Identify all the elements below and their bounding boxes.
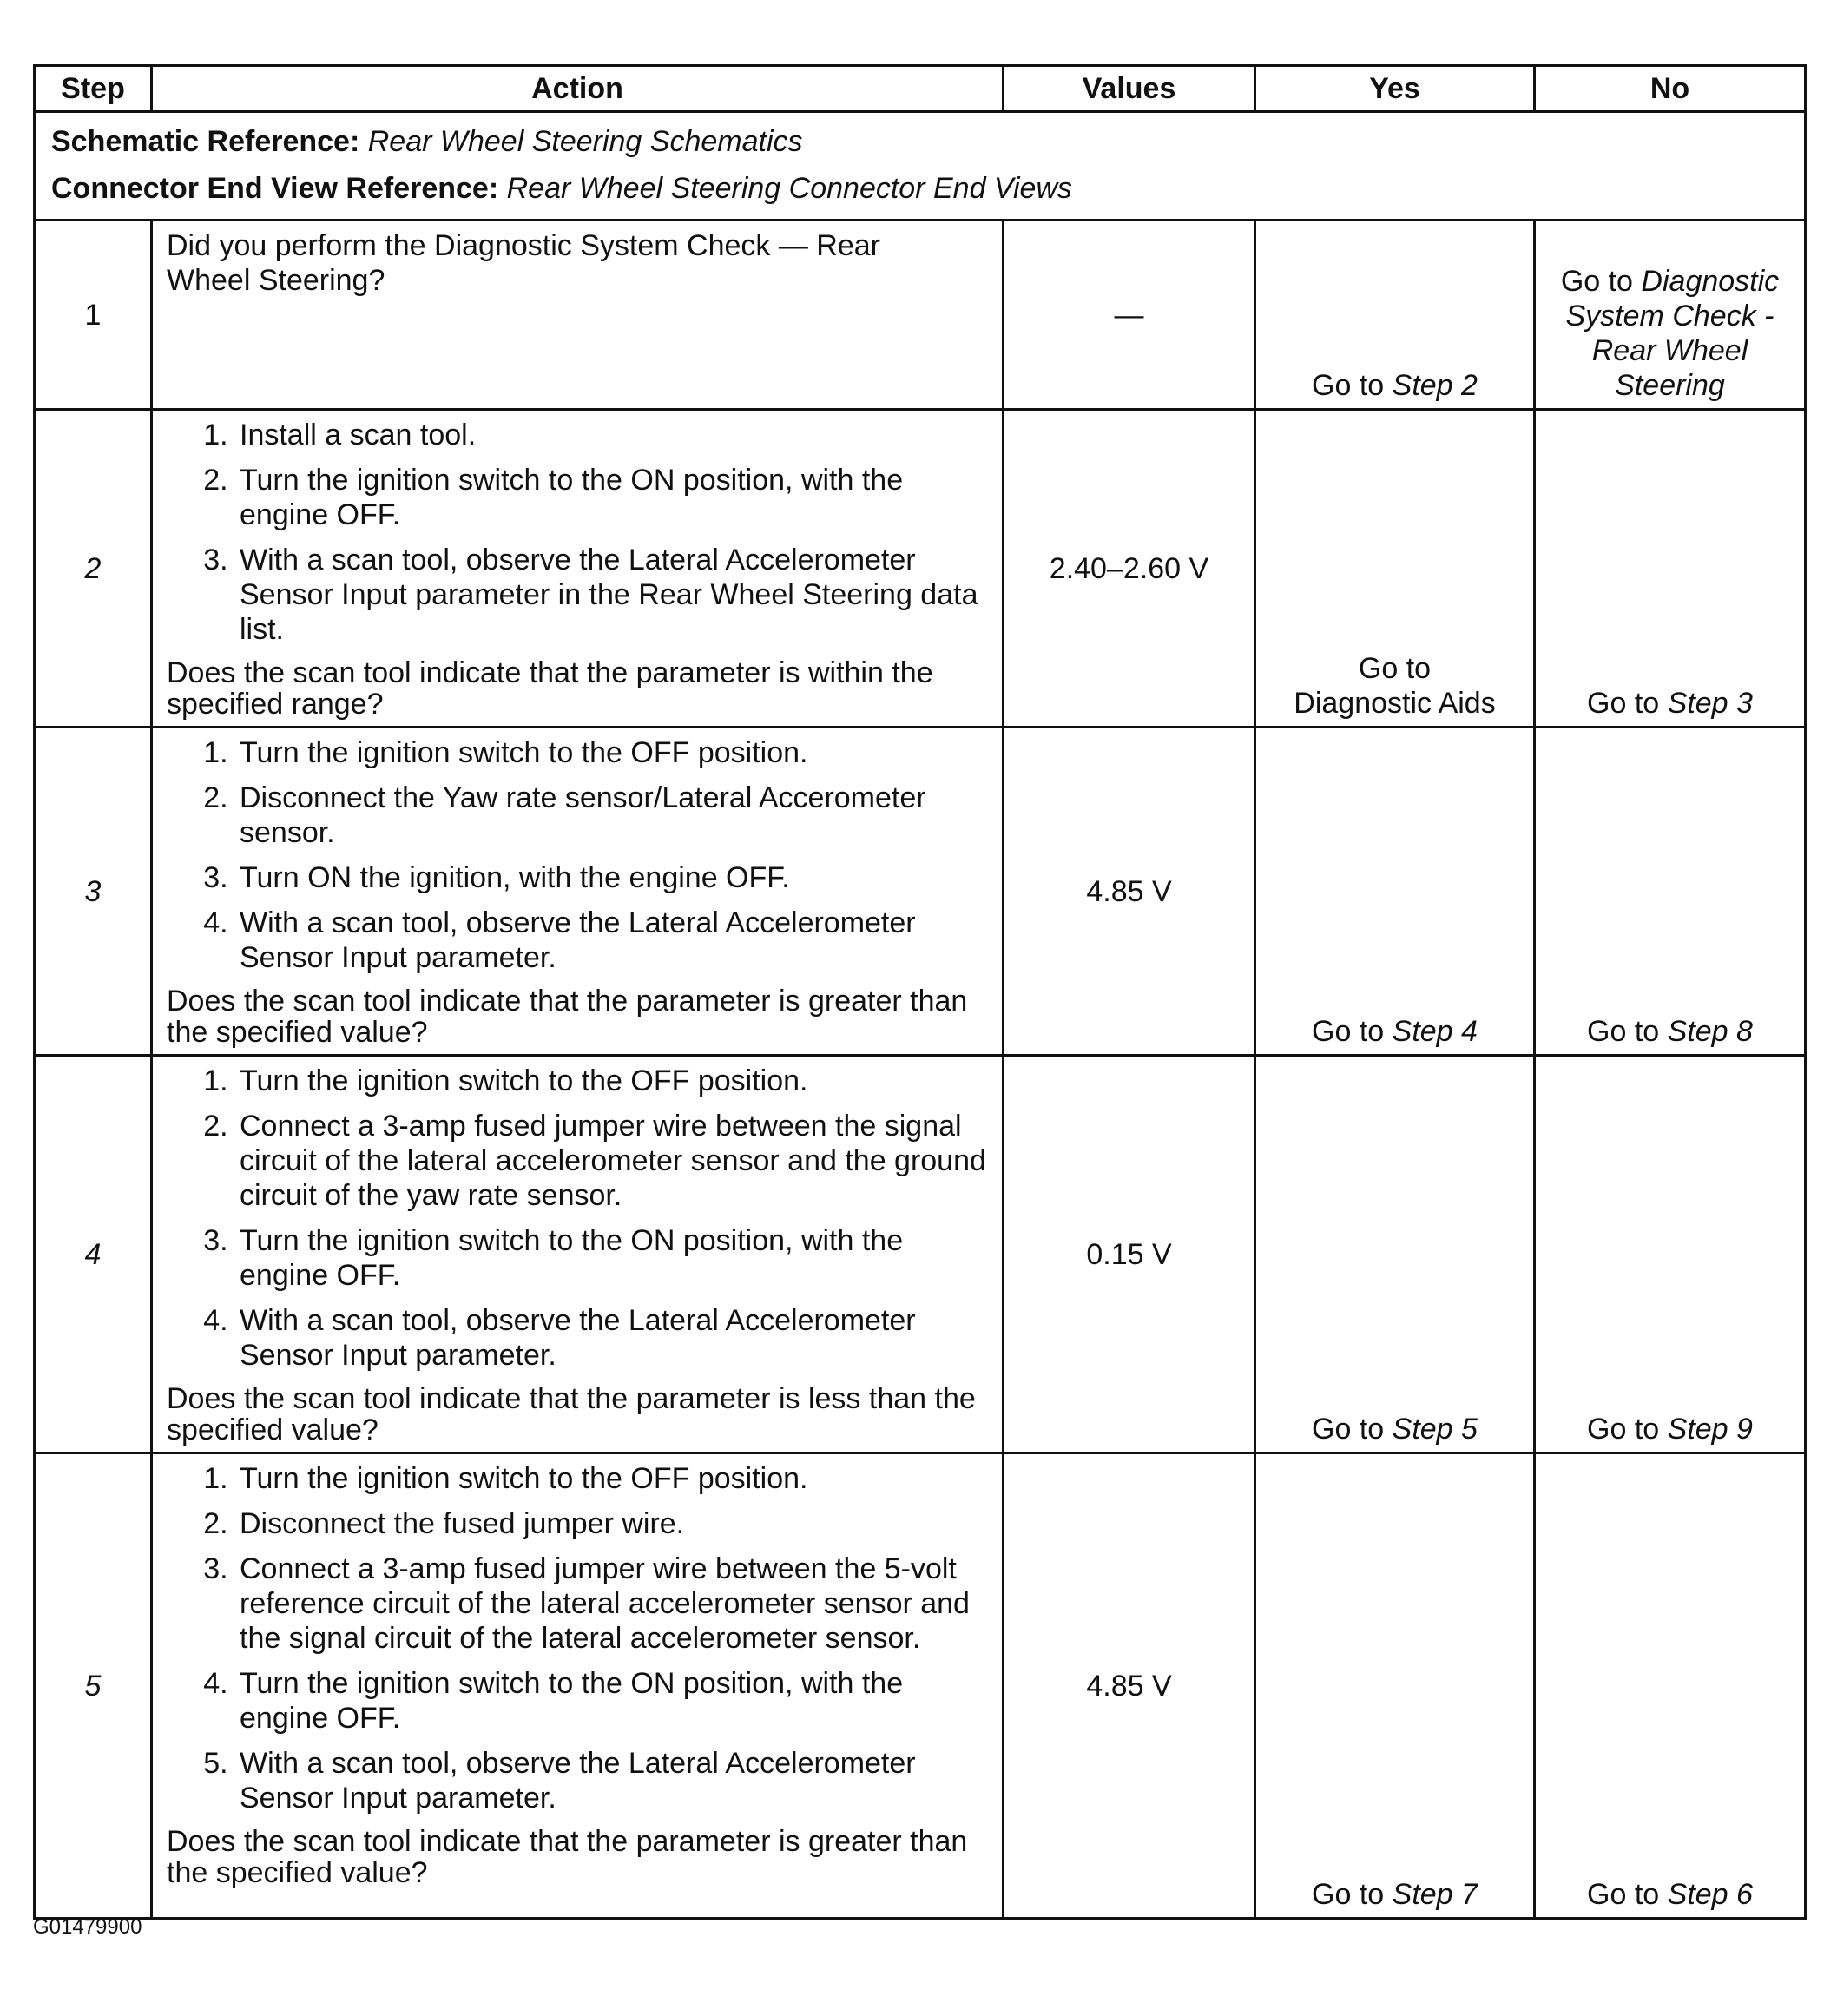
value-cell: 2.40–2.60 V xyxy=(1004,410,1255,728)
no-step-link[interactable]: Diagnostic System Check - Rear Wheel Steering xyxy=(1565,265,1780,402)
header-row xyxy=(35,66,1806,112)
header-action: Action xyxy=(152,66,1004,112)
yes-cell xyxy=(1255,1453,1535,1919)
step-number: 3 xyxy=(84,874,102,908)
action-item: 1. Turn the ignition switch to the OFF position. xyxy=(236,1064,990,1098)
yes-cell xyxy=(1255,728,1535,1056)
no-cell xyxy=(1535,1453,1806,1919)
no-prefix: Go to xyxy=(1587,687,1668,720)
action-cell xyxy=(152,1056,1004,1453)
action-item: 2. Disconnect the fused jumper wire. xyxy=(236,1506,990,1541)
action-item: 1. Install a scan tool. xyxy=(236,418,990,452)
action-item: 3. With a scan tool, observe the Lateral Accelerometer Sensor Input parameter in the Rear Wheel Steering data list. xyxy=(236,543,990,647)
header-values: Values xyxy=(1004,66,1255,112)
action-item: 4. Turn the ignition switch to the ON position, with the engine OFF. xyxy=(236,1666,990,1736)
no-cell xyxy=(1535,221,1806,410)
action-list xyxy=(167,1461,990,1815)
connector-reference-label: Connector End View Reference: xyxy=(51,172,499,205)
figure-code: G01479900 xyxy=(33,1915,142,1939)
step-row-1 xyxy=(35,221,1806,410)
action-cell xyxy=(152,1453,1004,1919)
yes-prefix: Go to xyxy=(1312,369,1393,402)
action-list xyxy=(167,418,990,647)
action-item: 4. With a scan tool, observe the Lateral Accelerometer Sensor Input parameter. xyxy=(236,1303,990,1373)
step-row-5 xyxy=(35,1453,1806,1919)
no-prefix: Go to xyxy=(1560,265,1642,298)
yes-prefix: Go to xyxy=(1312,1015,1393,1048)
yes-prefix: Go to xyxy=(1358,652,1432,685)
action-item: 3. Turn the ignition switch to the ON position, with the engine OFF. xyxy=(236,1223,990,1293)
yes-step-link[interactable]: Step 7 xyxy=(1392,1878,1478,1911)
yes-prefix: Go to xyxy=(1312,1413,1393,1446)
action-item: 2. Turn the ignition switch to the ON position, with the engine OFF. xyxy=(236,463,990,532)
no-prefix: Go to xyxy=(1587,1015,1668,1048)
step-number: 2 xyxy=(84,551,102,585)
schematic-reference xyxy=(51,118,1788,165)
no-step-link[interactable]: Step 3 xyxy=(1667,687,1753,720)
step-row-3 xyxy=(35,728,1806,1056)
step-number: 5 xyxy=(84,1669,102,1703)
value-cell: 4.85 V xyxy=(1004,728,1255,1056)
action-list xyxy=(167,1064,990,1373)
action-question: Does the scan tool indicate that the parameter is greater than the specified value? xyxy=(167,1825,968,1889)
no-cell xyxy=(1535,1056,1806,1453)
reference-cell xyxy=(35,112,1806,221)
no-step-link[interactable]: Step 6 xyxy=(1667,1878,1753,1911)
no-prefix: Go to xyxy=(1587,1413,1668,1446)
action-cell xyxy=(152,410,1004,728)
yes-step-link[interactable]: Step 4 xyxy=(1392,1015,1478,1048)
step-row-4 xyxy=(35,1056,1806,1453)
yes-diagnostic-aids-link[interactable]: Diagnostic Aids xyxy=(1294,687,1496,720)
step-row-2 xyxy=(35,410,1806,728)
step-number-cell xyxy=(35,728,152,1056)
step-number-cell xyxy=(35,221,152,410)
action-item: 2. Disconnect the Yaw rate sensor/Lateral Accerometer sensor. xyxy=(236,781,990,850)
action-list xyxy=(167,735,990,975)
no-prefix: Go to xyxy=(1587,1878,1668,1911)
action-item: 3. Connect a 3-amp fused jumper wire between the 5-volt reference circuit of the lateral accelerometer sensor and the signal circuit of the lateral accelerometer sensor. xyxy=(236,1552,990,1656)
no-cell xyxy=(1535,728,1806,1056)
yes-step-link[interactable]: Step 2 xyxy=(1392,369,1478,402)
diagnostic-table xyxy=(33,64,1807,1920)
action-question: Does the scan tool indicate that the parameter is within the specified range? xyxy=(167,656,933,721)
value-cell: 4.85 V xyxy=(1004,1453,1255,1919)
yes-step-link[interactable]: Step 5 xyxy=(1392,1413,1478,1446)
action-question: Did you perform the Diagnostic System Check — Rear Wheel Steering? xyxy=(167,229,880,297)
yes-cell xyxy=(1255,221,1535,410)
connector-reference-link[interactable]: Rear Wheel Steering Connector End Views xyxy=(506,172,1073,205)
action-item: 2. Connect a 3-amp fused jumper wire between the signal circuit of the lateral accelerometer sensor and the ground circuit of the yaw rate sensor. xyxy=(236,1109,990,1213)
value-cell: — xyxy=(1004,221,1255,410)
step-number-cell xyxy=(35,1453,152,1919)
value-cell: 0.15 V xyxy=(1004,1056,1255,1453)
yes-cell xyxy=(1255,1056,1535,1453)
step-number-cell xyxy=(35,1056,152,1453)
schematic-reference-link[interactable]: Rear Wheel Steering Schematics xyxy=(367,125,803,158)
no-step-link[interactable]: Step 8 xyxy=(1667,1015,1753,1048)
step-number: 1 xyxy=(84,298,102,332)
header-no: No xyxy=(1535,66,1806,112)
action-question: Does the scan tool indicate that the parameter is greater than the specified value? xyxy=(167,985,968,1049)
action-item: 1. Turn the ignition switch to the OFF position. xyxy=(236,1461,990,1496)
step-number-cell xyxy=(35,410,152,728)
action-cell xyxy=(152,728,1004,1056)
schematic-reference-label: Schematic Reference: xyxy=(51,125,360,158)
header-yes: Yes xyxy=(1255,66,1535,112)
action-question: Does the scan tool indicate that the parameter is less than the specified value? xyxy=(167,1382,976,1446)
header-step: Step xyxy=(35,66,152,112)
action-item: 1. Turn the ignition switch to the OFF position. xyxy=(236,735,990,770)
yes-prefix: Go to xyxy=(1312,1878,1393,1911)
connector-reference xyxy=(51,165,1788,212)
no-cell xyxy=(1535,410,1806,728)
action-item: 5. With a scan tool, observe the Lateral Accelerometer Sensor Input parameter. xyxy=(236,1746,990,1815)
action-item: 3. Turn ON the ignition, with the engine OFF. xyxy=(236,860,990,895)
no-step-link[interactable]: Step 9 xyxy=(1667,1413,1753,1446)
action-cell xyxy=(152,221,1004,410)
reference-row xyxy=(35,112,1806,221)
action-item: 4. With a scan tool, observe the Lateral Accelerometer Sensor Input parameter. xyxy=(236,906,990,975)
yes-cell xyxy=(1255,410,1535,728)
step-number: 4 xyxy=(84,1237,102,1271)
